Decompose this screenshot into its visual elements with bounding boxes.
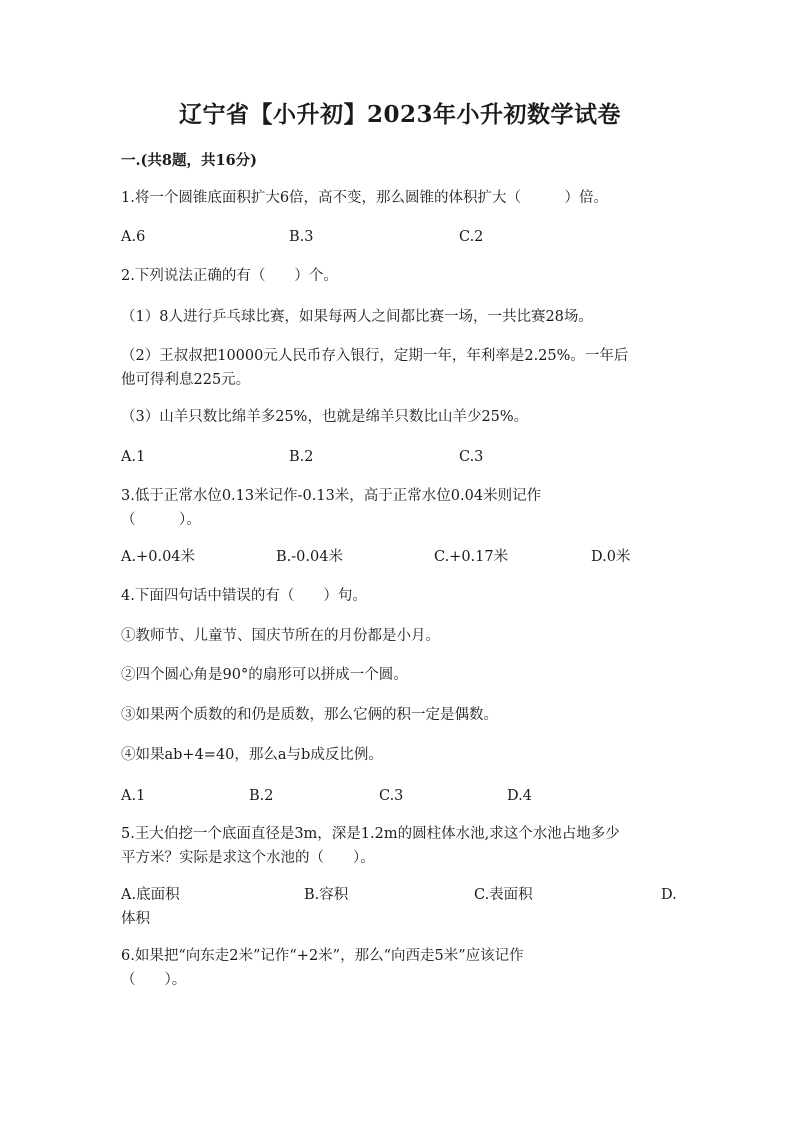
option-a[interactable]: A.底面积 [121, 887, 180, 903]
option-d[interactable]: D.0米 [591, 549, 631, 565]
option-d[interactable]: D. [661, 887, 677, 903]
option-d[interactable]: D.4 [507, 788, 532, 804]
question-4-statement-2: ②四个圆心角是90°的扇形可以拼成一个圆。 [121, 667, 408, 683]
question-4-statement-4: ④如果ab+4=40，那么a与b成反比例。 [121, 747, 383, 763]
option-c[interactable]: C.+0.17米 [434, 549, 509, 565]
question-2-options [121, 446, 681, 468]
option-b[interactable]: B.2 [249, 788, 274, 804]
option-c[interactable]: C.3 [459, 449, 484, 465]
question-5-options [121, 884, 681, 906]
question-4-options [121, 785, 681, 807]
question-2-statement-2: （2）王叔叔把10000元人民币存入银行，定期一年，年利率是2.25%。一年后 [121, 348, 629, 364]
question-2-statement-3: （3）山羊只数比绵羊多25%，也就是绵羊只数比山羊少25%。 [121, 409, 529, 425]
question-2-statement-2-cont: 他可得利息225元。 [121, 372, 251, 388]
question-2-text: 2.下列说法正确的有（ ）个。 [121, 268, 338, 284]
exam-title: 辽宁省【小升初】2023年小升初数学试卷 [178, 101, 621, 128]
option-a[interactable]: A.+0.04米 [121, 549, 196, 565]
option-c[interactable]: C.2 [459, 229, 484, 245]
option-d-continuation[interactable]: 体积 [121, 911, 150, 927]
question-6-text-cont: （ ）。 [121, 972, 187, 988]
option-b[interactable]: B.3 [289, 229, 314, 245]
question-5-text: 5.王大伯挖一个底面直径是3m，深是1.2m的圆柱体水池,求这个水池占地多少 [121, 826, 620, 842]
question-1-options [121, 226, 681, 248]
question-1-text: 1.将一个圆锥底面积扩大6倍，高不变，那么圆锥的体积扩大（ ）倍。 [121, 190, 609, 206]
option-c[interactable]: C.表面积 [474, 887, 533, 903]
option-b[interactable]: B.2 [289, 449, 314, 465]
question-5-text-cont: 平方米？实际是求这个水池的（ ）。 [121, 850, 375, 866]
option-a[interactable]: A.1 [121, 788, 146, 804]
option-a[interactable]: A.6 [121, 229, 146, 245]
option-b[interactable]: B.容积 [304, 887, 349, 903]
question-4-text: 4.下面四句话中错误的有（ ）句。 [121, 588, 367, 604]
question-4-statement-1: ①教师节、儿童节、国庆节所在的月份都是小月。 [121, 628, 440, 644]
question-2-statement-1: （1）8人进行乒乓球比赛，如果每两人之间都比赛一场，一共比赛28场。 [121, 309, 593, 325]
option-b[interactable]: B.-0.04米 [276, 549, 343, 565]
question-6-text: 6.如果把“向东走2米”记作“+2米”，那么“向西走5米”应该记作 [121, 948, 524, 964]
question-3-text-cont: （ ）。 [121, 512, 201, 528]
question-3-options [121, 546, 681, 568]
question-3-text: 3.低于正常水位0.13米记作-0.13米，高于正常水位0.04米则记作 [121, 488, 542, 504]
option-c[interactable]: C.3 [379, 788, 404, 804]
question-4-statement-3: ③如果两个质数的和仍是质数，那么它俩的积一定是偶数。 [121, 707, 498, 723]
section-heading: 一.(共8题，共16分) [121, 152, 258, 169]
option-a[interactable]: A.1 [121, 449, 146, 465]
